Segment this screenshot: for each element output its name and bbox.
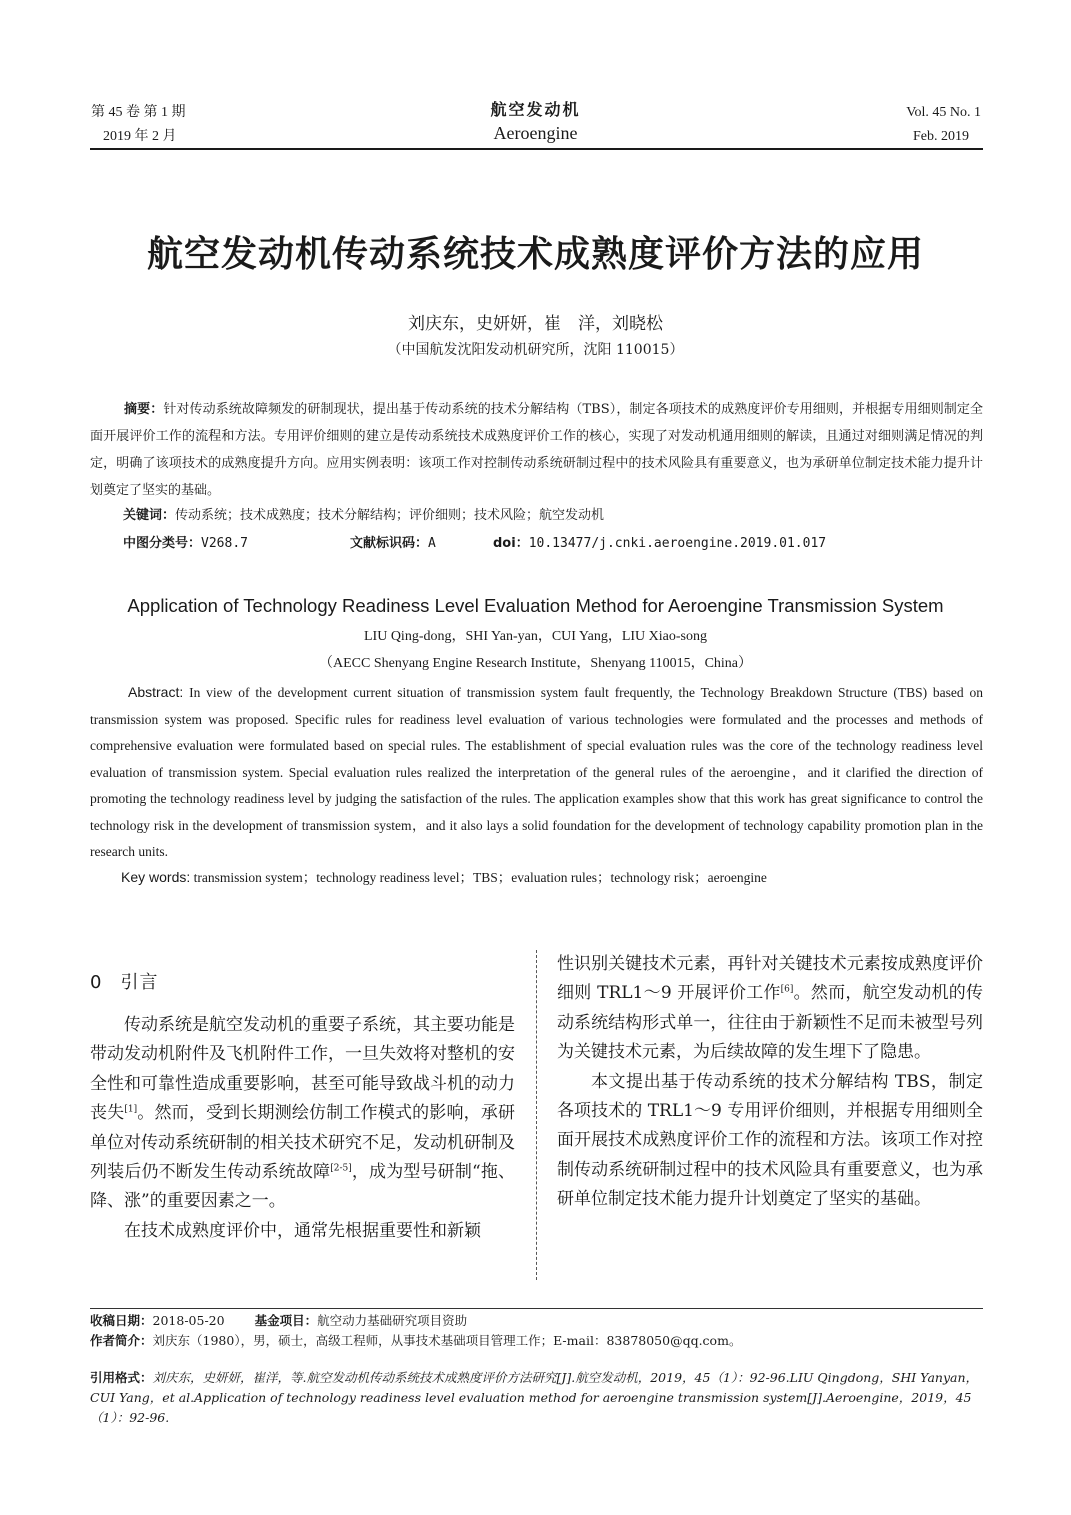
- abstract-cn: [90, 396, 983, 504]
- body-text: 性识别关键技术元素，再针对关键技术元素按成熟度评价细则 TRL1～9 开展评价工作: [557, 954, 983, 1004]
- abstract-en-text: In view of the development current situation of transmission system fault frequently, the Technology Breakdown Structure (TBS) based on transmission system was proposed. Specific rules for readiness level evaluation of various technologies were formulated and the processes and methods of comprehensive evaluation were formulated based on special rules. The establishment of special evaluation rules was the core of the technology readiness level evaluation of transmission system. Special evaluation rules realized the interpretation of the general rules of the aeroengine，and it clarified the direction of promoting the technology readiness level by judging the satisfaction of the rules. The application examples show that this work has great significance to control the technology risk in the development of transmission system，and it also lays a solid foundation for the development of technology capability promotion plan in the research units.: [90, 685, 984, 859]
- journal-name-cn: 航空发动机: [490, 100, 581, 119]
- author-bio-line: [90, 1331, 983, 1351]
- body-text: 。然而，受到长期测绘仿制工作模式的影响，承研单位对传动系统研制的相关技术研究不足，发动机研制及列装后仍不断发生传动系统故障: [90, 1103, 516, 1183]
- body-text: ，成为型号研制“拖、降、涨”的重要因素之一。: [90, 1162, 516, 1212]
- keywords-en-label: Key words:: [121, 869, 191, 885]
- english-affiliation: （AECC Shenyang Engine Research Institute，Shenyang 110015，China）: [318, 656, 753, 671]
- body-column-left: [90, 1011, 515, 1246]
- section-title: 引言: [120, 972, 159, 993]
- keywords-en: transmission system；technology readiness level；TBS；evaluation rules；technology risk；aeroengine: [193, 870, 767, 885]
- doc-code-cell: [350, 533, 436, 555]
- keywords-cn: 传动系统；技术成熟度；技术分解结构；评价细则；技术风险；航空发动机: [175, 508, 605, 523]
- section-heading: [90, 968, 158, 994]
- doi-label: doi：: [493, 536, 529, 551]
- body-paragraph: 本文提出基于传动系统的技术分解结构 TBS，制定各项技术的 TRL1～9 专用评价细则，并根据专用细则全面开展技术成熟度评价工作的流程和方法。该项工作对控制传动系统研制过程中的技术风险具有重要意义，也为承研单位制定技术能力提升计划奠定了坚实的基础。: [557, 1071, 983, 1210]
- column-divider: [536, 950, 537, 1280]
- keywords-en-row: [121, 865, 767, 890]
- citation-ref[interactable]: [2-5]: [330, 1163, 352, 1174]
- citation-ref[interactable]: [6]: [780, 984, 794, 995]
- doc-code-value: A: [428, 536, 436, 551]
- article-title: 航空发动机传动系统技术成熟度评价方法的应用: [146, 233, 924, 275]
- publication-date-cn: 2019 年 2 月: [103, 129, 177, 144]
- author-bio-label: 作者简介：: [90, 1333, 153, 1348]
- body-column-right: [557, 950, 983, 1215]
- english-authors: LIU Qing-dong，SHI Yan-yan，CUI Yang，LIU Xiao-song: [364, 629, 707, 644]
- header-right: [906, 101, 981, 149]
- body-paragraph: [90, 1011, 515, 1217]
- body-paragraph: [557, 950, 983, 1068]
- fund-value: 航空动力基础研究项目资助: [317, 1313, 468, 1328]
- citation-label: 引用格式：: [90, 1370, 153, 1385]
- abstract-cn-text: 针对传动系统故障频发的研制现状，提出基于传动系统的技术分解结构（TBS），制定各项技术的成熟度评价专用细则，并根据专用细则制定全面开展评价工作的流程和方法。专用评价细则的建立是传动系统技术成熟度评价工作的核心，实现了对发动机通用细则的解读，且通过对细则满足情况的判定，明确了该项技术的成熟度提升方向。应用实例表明：该项工作对控制传动系统研制过程中的技术风险具有重要意义，也为承研单位制定技术能力提升计划奠定了坚实的基础。: [90, 402, 983, 498]
- article-authors: 刘庆东，史妍妍，崔 洋，刘晓松: [408, 314, 663, 334]
- received-fund-line: [90, 1311, 983, 1331]
- doc-code-label: 文献标识码：: [350, 536, 429, 551]
- citation-format: [90, 1368, 983, 1428]
- keywords-cn-row: [123, 505, 604, 527]
- abstract-cn-label: 摘要：: [124, 402, 164, 417]
- volume-issue: 第 45 卷 第 1 期: [91, 105, 186, 120]
- publication-date-en: Feb. 2019: [913, 129, 969, 144]
- footer-rule: [90, 1308, 983, 1309]
- doi-cell: [493, 533, 826, 555]
- clc-label: 中图分类号：: [123, 536, 202, 551]
- abstract-en-label: Abstract:: [128, 684, 184, 700]
- body-text: 。然而，航空发动机的传动系统结构形式单一，往往由于新颖性不足而未被型号列为关键技术元素，为后续故障的发生埋下了隐患。: [557, 983, 983, 1063]
- section-number: 0: [90, 972, 103, 993]
- citation-ref[interactable]: [1]: [124, 1104, 138, 1115]
- body-text: 传动系统是航空发动机的重要子系统，其主要功能是带动发动机附件及飞机附件工作，一旦失效将对整机的安全性和可靠性造成重要影响，甚至可能导致战斗机的动力丧失: [90, 1015, 515, 1124]
- journal-name-en: Aeroengine: [493, 123, 578, 143]
- clc-value: V268.7: [201, 536, 248, 551]
- footer-info: [90, 1311, 983, 1351]
- received-date: 2018-05-20: [152, 1313, 225, 1328]
- doi-value: 10.13477/j.cnki.aeroengine.2019.01.017: [528, 536, 827, 551]
- received-label: 收稿日期：: [90, 1313, 153, 1328]
- fund-label: 基金项目：: [254, 1313, 318, 1328]
- header-rule: [90, 148, 983, 150]
- clc-cell: [123, 533, 248, 555]
- volume-number-en: Vol. 45 No. 1: [906, 105, 981, 120]
- author-bio: 刘庆东（1980），男，硕士，高级工程师，从事技术基础项目管理工作；E-mail：83878050@qq.com。: [152, 1333, 742, 1348]
- keywords-cn-label: 关键词：: [123, 508, 176, 523]
- citation-text: 刘庆东，史妍妍，崔洋，等.航空发动机传动系统技术成熟度评价方法研究[J].航空发动机，2019，45（1）：92-96.LIU Qingdong，SHI Yanyan，CUI Yang，et al.Application of technology readiness level evaluation method for aeroengine transmission system[J].Aeroengine，2019，45（1）：92-96.: [90, 1370, 979, 1425]
- article-affiliation: （中国航发沈阳发动机研究所，沈阳 110015）: [387, 342, 684, 358]
- abstract-en: [90, 679, 983, 866]
- body-paragraph: 在技术成熟度评价中，通常先根据重要性和新颖: [124, 1220, 481, 1241]
- english-title: Application of Technology Readiness Level Evaluation Method for Aeroengine Transmission System: [127, 595, 944, 616]
